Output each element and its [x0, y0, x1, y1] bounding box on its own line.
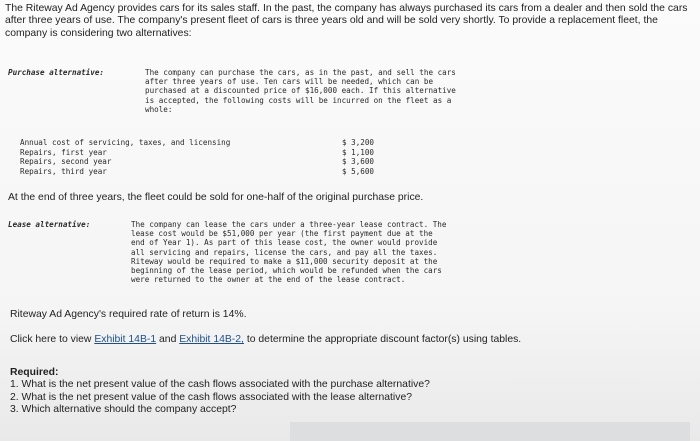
purchase-alternative-label: Purchase alternative:: [8, 68, 105, 77]
lease-alternative-label: Lease alternative:: [8, 220, 91, 229]
question-item: 1. What is the net present value of the cash flows associated with the purchase alternative?: [10, 379, 430, 391]
purchase-line: whole:: [145, 104, 173, 114]
cost-row: [20, 167, 390, 177]
lease-alternative-text: [131, 220, 493, 284]
required-title: Required:: [10, 367, 59, 378]
purchase-line: is accepted, the following costs will be incurred on the fleet as a: [145, 95, 452, 105]
purchase-cost-table: [20, 138, 390, 176]
lease-line: lease cost would be $51,000 per year (the first payment due at the: [131, 229, 433, 239]
click-prefix: Click here to view: [10, 334, 95, 345]
exhibit-14b-2-link[interactable]: Exhibit 14B-2,: [179, 334, 244, 345]
cost-row: [20, 148, 390, 158]
purchase-line: purchased at a discounted price of $16,000 each. If this alternative: [145, 86, 456, 96]
cost-row: [20, 157, 390, 167]
exhibit-instructions: [10, 334, 521, 346]
purchase-line: after three years of use. Ten cars will be needed, which can be: [145, 77, 434, 87]
cost-value: $ 3,600: [342, 157, 375, 167]
lease-line: all servicing and repairs, license the cars, and pay all the taxes.: [131, 247, 438, 257]
cost-label: Repairs, first year: [20, 147, 107, 157]
bottom-gray-bar: [290, 422, 690, 441]
exhibit-14b-1-link[interactable]: Exhibit 14B-1: [94, 334, 157, 345]
cost-value: $ 3,200: [342, 138, 375, 147]
intro-paragraph: The Riteway Ad Agency provides cars for its sales staff. In the past, the company has always purchased its cars from a dealer and then sold the cars after three years of use. The company's present fleet of cars is three years old and will be sold very shortly. To provide a replacement fleet, the company is considering two alternatives:: [5, 3, 688, 39]
question-item: 2. What is the net present value of the cash flows associated with the lease alternative?: [10, 391, 412, 403]
required-section: [10, 367, 430, 417]
purchase-line: The company can purchase the cars, as in the past, and sell the cars: [145, 68, 456, 77]
question-item: 3. Which alternative should the company accept?: [10, 404, 237, 416]
cost-row: [20, 138, 390, 148]
lease-line: end of Year 1). As part of this lease cost, the owner would provide: [131, 238, 438, 248]
cost-label: Repairs, second year: [20, 157, 112, 167]
cost-label: Annual cost of servicing, taxes, and licensing: [20, 138, 231, 147]
lease-line: beginning of the lease period, which would be refunded when the cars: [131, 266, 442, 276]
resale-note: At the end of three years, the fleet could be sold for one-half of the original purchase price.: [8, 192, 424, 203]
cost-value: $ 1,100: [342, 147, 375, 157]
lease-line: The company can lease the cars under a three-year lease contract. The: [131, 220, 447, 229]
lease-line: Riteway would be required to make a $11,000 security deposit at the: [131, 256, 438, 266]
click-middle: and: [156, 334, 180, 345]
cost-value: $ 5,600: [342, 166, 375, 176]
lease-line: were returned to the owner at the end of the lease contract.: [131, 275, 406, 285]
purchase-alternative-text: [145, 68, 505, 114]
cost-label: Repairs, third year: [20, 166, 107, 176]
click-suffix: to determine the appropriate discount factor(s) using tables.: [243, 334, 522, 345]
required-rate-text: Riteway Ad Agency's required rate of return is 14%.: [10, 309, 247, 320]
